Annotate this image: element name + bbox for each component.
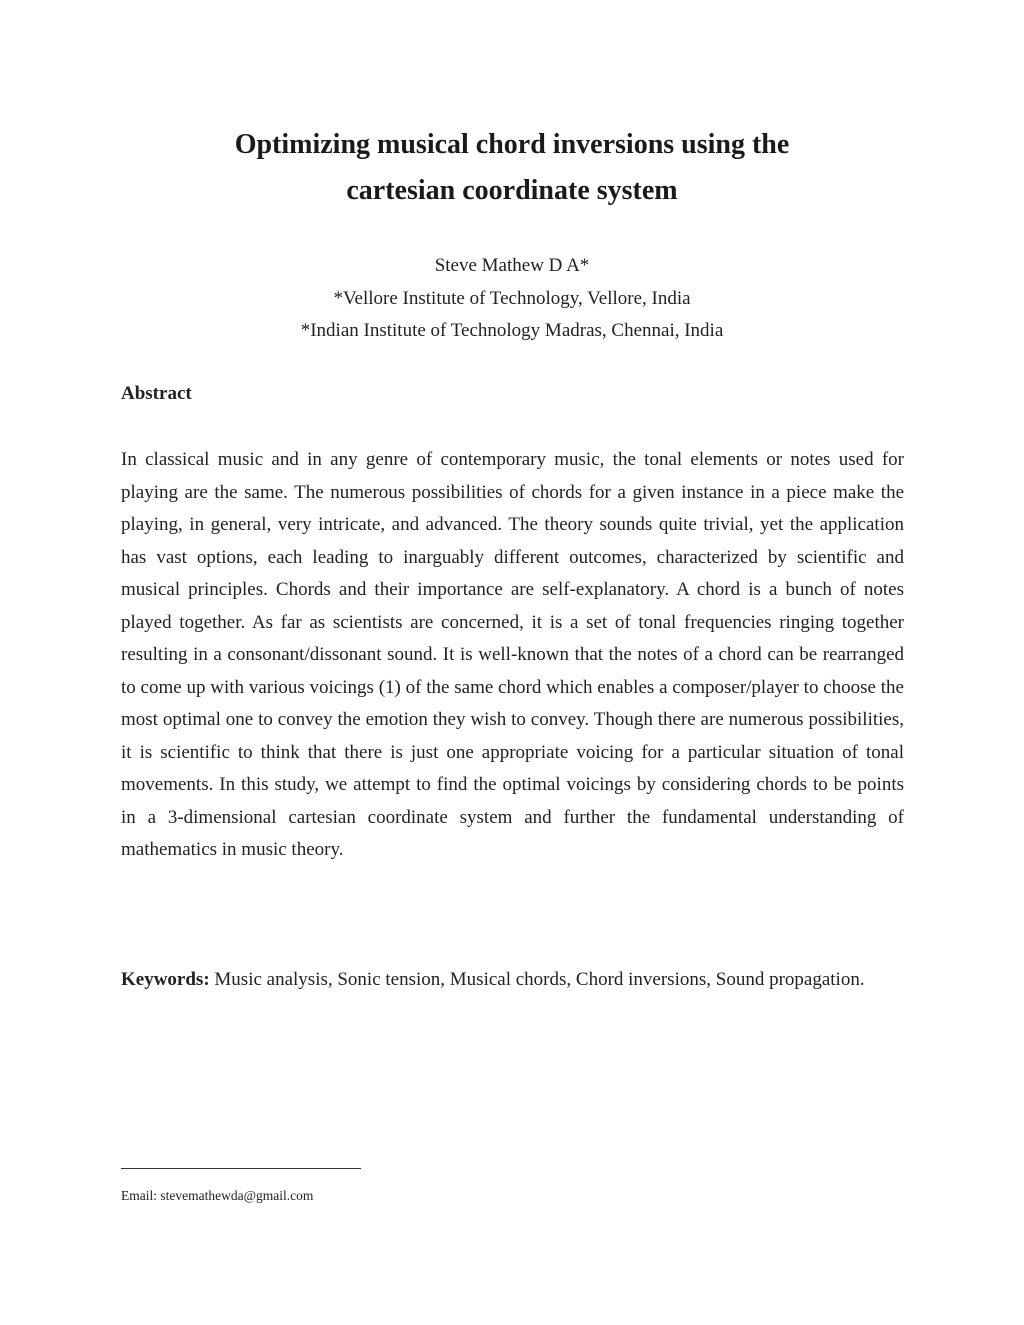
footnote-divider <box>121 1168 361 1169</box>
affiliation-1: *Vellore Institute of Technology, Vellore, India <box>333 287 691 309</box>
keywords-text: Music analysis, Sonic tension, Musical chords, Chord inversions, Sound propagation. <box>214 969 865 990</box>
paper-title <box>120 122 904 214</box>
abstract-heading: Abstract <box>121 383 192 404</box>
keywords <box>121 964 904 997</box>
author-name: Steve Mathew D A* <box>434 255 590 276</box>
keywords-label: Keywords: <box>121 969 210 990</box>
author-block <box>120 250 904 348</box>
title-line-1: Optimizing musical chord inversions using the <box>234 129 790 160</box>
abstract-text: In classical music and in any genre of contemporary music, the tonal elements or notes used for playing are the same. The numerous possibilities of chords for a given instance in a piece make the playing, in general, very intricate, and advanced. The theory sounds quite trivial, yet the application has vast options, each leading to inarguably different outcomes, characterized by scientific and musical principles. Chords and their importance are self-explanatory. A chord is a bunch of notes played together. As far as scientists are concerned, it is a set of tonal frequencies ringing together resulting in a consonant/dissonant sound. It is well-known that the notes of a chord can be rearranged to come up with various voicings (1) of the same chord which enables a composer/player to choose the most optimal one to convey the emotion they wish to convey. Though there are numerous possibilities, it is scientific to think that there is just one appropriate voicing for a particular situation of tonal movements. In this study, we attempt to find the optimal voicings by considering chords to be points in a 3-dimensional cartesian coordinate system and further the fundamental understanding of mathematics in music theory. <box>121 449 904 860</box>
affiliation-2: *Indian Institute of Technology Madras, Chennai, India <box>300 320 724 341</box>
footnote-email: Email: stevemathewda@gmail.com <box>121 1188 314 1203</box>
title-line-2: cartesian coordinate system <box>346 175 678 206</box>
